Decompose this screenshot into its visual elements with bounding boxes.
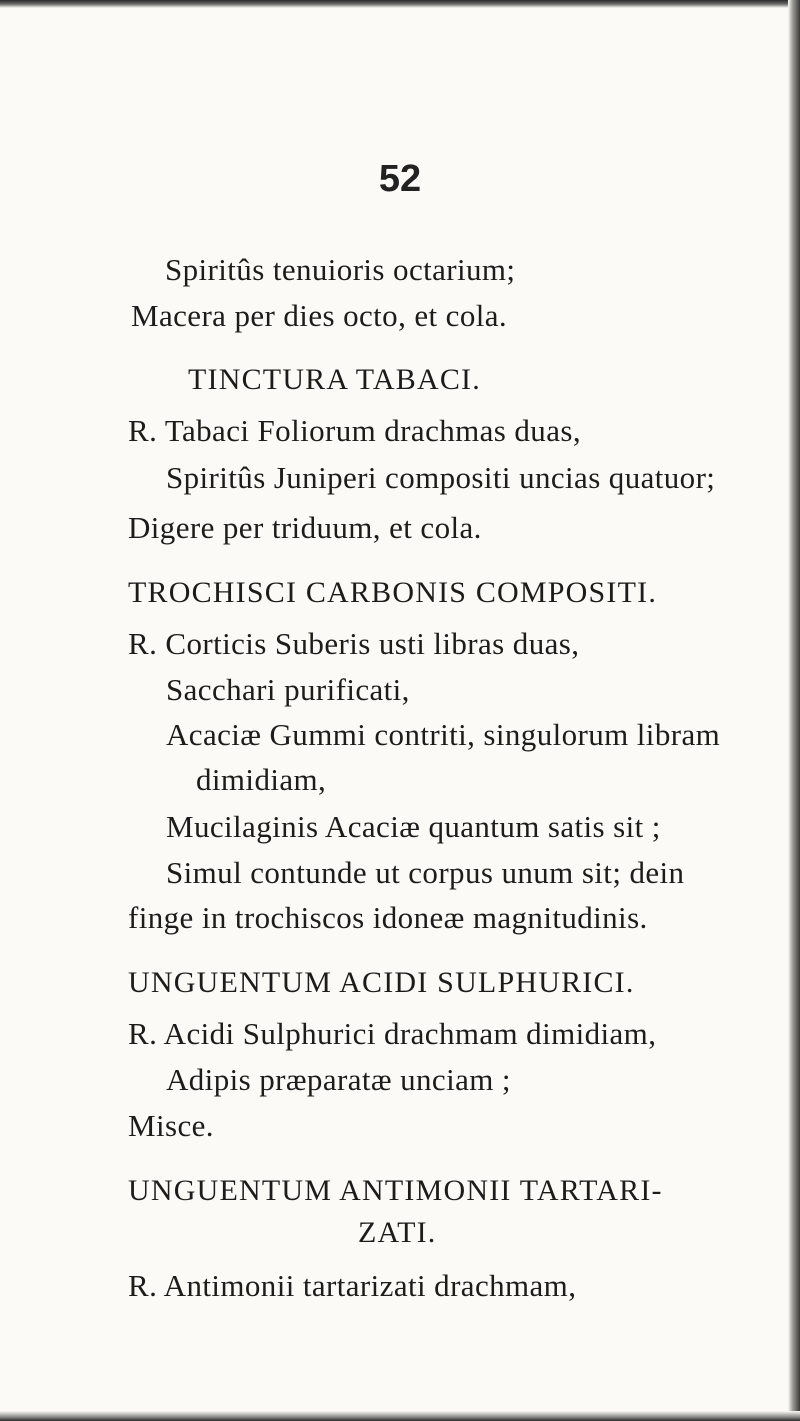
text-line: Misce. [128,1108,214,1143]
section-heading: TINCTURA TABACI. [188,363,481,396]
section-heading-continued: ZATI. [358,1216,437,1249]
text-line: Macera per dies octo, et cola. [131,298,508,333]
text-line: Acaciæ Gummi contriti, singulorum libram [166,717,721,752]
text-line: R. Corticis Suberis usti libras duas, [128,626,580,661]
page-bottom-edge [0,1411,800,1421]
text-line: R. Acidi Sulphurici drachmam dimidiam, [128,1016,657,1051]
section-heading: UNGUENTUM ANTIMONII TARTARI- [128,1174,663,1207]
text-line: Simul contunde ut corpus unum sit; dein [166,855,685,890]
text-line: Mucilaginis Acaciæ quantum satis sit ; [166,809,661,844]
text-line: R. Tabaci Foliorum drachmas duas, [128,413,581,448]
text-line: Adipis præparatæ unciam ; [166,1062,511,1097]
section-heading: UNGUENTUM ACIDI SULPHURICI. [128,966,635,999]
text-line: dimidiam, [196,762,327,797]
page-right-edge [788,0,800,1421]
section-heading: TROCHISCI CARBONIS COMPOSITI. [128,576,658,609]
page-top-edge [0,0,790,8]
page-number: 52 [378,158,422,200]
text-line: Spiritûs tenuioris octarium; [165,252,516,287]
text-line: Digere per triduum, et cola. [128,510,482,545]
text-line: R. Antimonii tartarizati drachmam, [128,1268,577,1303]
text-line: finge in trochiscos idoneæ magnitudinis. [128,900,648,935]
text-line: Spiritûs Juniperi compositi uncias quatuor; [166,460,716,495]
text-line: Sacchari purificati, [166,672,410,707]
